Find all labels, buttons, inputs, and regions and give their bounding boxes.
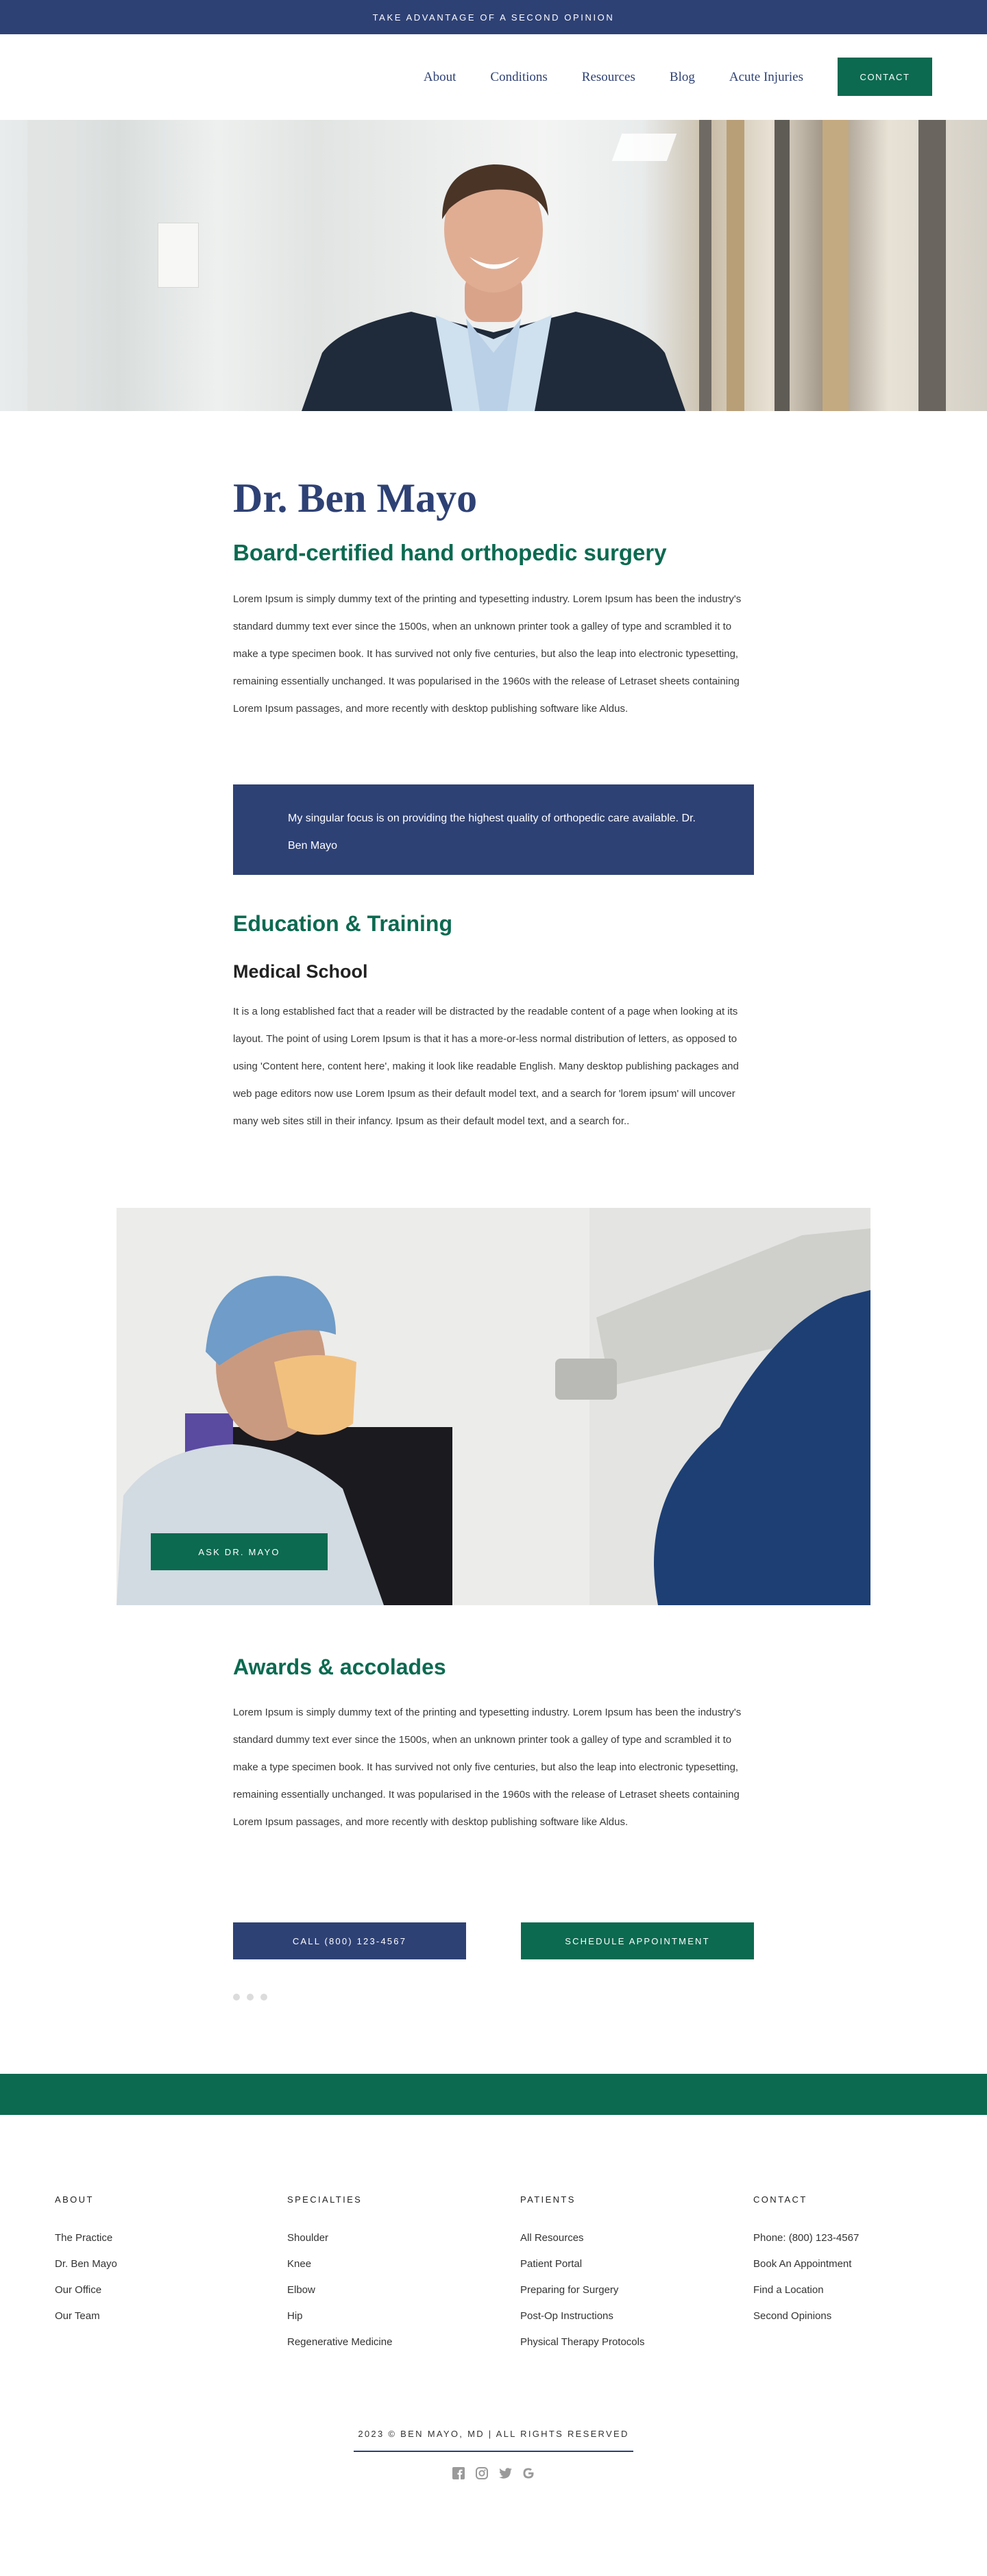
facebook-icon[interactable] — [452, 2466, 465, 2480]
medical-school-heading: Medical School — [233, 961, 368, 982]
doctor-portrait — [302, 127, 685, 411]
education-heading: Education & Training — [233, 911, 453, 936]
copyright-divider — [354, 2451, 633, 2452]
footer-link[interactable]: The Practice — [55, 2232, 113, 2244]
medical-school-paragraph: It is a long established fact that a reader will be distracted by the readable content of a page when looking at its layout. The point of using Lorem Ipsum is that it has a more-or-less normal distribution of letters, as opposed to using 'Content here, content here', making it look like readable English. Many desktop publishing packages and web page editors now use Lorem Ipsum as their default model text, and a search for 'lorem ipsum' will uncover many web sites still in their infancy. Ipsum as their default model text, and a search for.. — [233, 1006, 739, 1127]
ask-dr-mayo-button[interactable]: ASK DR. MAYO — [151, 1533, 328, 1570]
footer-column-specialties — [287, 2194, 493, 2355]
footer-column-about — [55, 2194, 260, 2329]
footer-link[interactable]: Hip — [287, 2310, 303, 2322]
footer-link[interactable]: Dr. Ben Mayo — [55, 2258, 117, 2270]
doctor-quote — [233, 784, 754, 875]
footer-band — [0, 2074, 987, 2115]
footer-link[interactable]: Physical Therapy Protocols — [520, 2336, 645, 2348]
carousel-dot[interactable] — [233, 1994, 240, 2001]
carousel-dots[interactable] — [233, 1994, 267, 2001]
footer-link[interactable]: Knee — [287, 2258, 312, 2270]
footer-heading: CONTACT — [753, 2194, 807, 2205]
twitter-icon[interactable] — [498, 2466, 512, 2480]
nav-links — [424, 34, 803, 120]
nav-link-about[interactable]: About — [423, 69, 456, 84]
main-nav — [0, 34, 987, 120]
nav-link-resources[interactable]: Resources — [581, 69, 635, 84]
door-frame — [822, 120, 849, 411]
surgery-photo — [117, 1208, 870, 1605]
footer-heading: PATIENTS — [520, 2194, 576, 2205]
nav-link-blog[interactable]: Blog — [669, 69, 695, 84]
page-title: Dr. Ben Mayo — [233, 475, 478, 521]
page-subtitle: Board-certified hand orthopedic surgery — [233, 540, 667, 565]
footer-link[interactable]: Phone: (800) 123-4567 — [753, 2232, 860, 2244]
announcement-bar[interactable] — [0, 0, 987, 34]
footer-link[interactable]: Preparing for Surgery — [520, 2284, 619, 2296]
footer-link[interactable]: Our Team — [55, 2310, 100, 2322]
footer-link[interactable]: Regenerative Medicine — [287, 2336, 393, 2348]
carousel-dot[interactable] — [247, 1994, 254, 2001]
door-frame — [699, 120, 711, 411]
footer-link[interactable]: Patient Portal — [520, 2258, 583, 2270]
nav-link-acute-injuries[interactable]: Acute Injuries — [729, 69, 803, 84]
awards-heading: Awards & accolades — [233, 1655, 446, 1679]
footer-heading: SPECIALTIES — [287, 2194, 363, 2205]
footer-link[interactable]: Shoulder — [287, 2232, 329, 2244]
footer-heading: ABOUT — [55, 2194, 94, 2205]
nav-link-conditions[interactable]: Conditions — [490, 69, 548, 84]
footer-column-contact — [753, 2194, 931, 2329]
footer-link[interactable]: Second Opinions — [753, 2310, 832, 2322]
footer-link[interactable]: Our Office — [55, 2284, 102, 2296]
carousel-dot[interactable] — [260, 1994, 267, 2001]
google-icon[interactable] — [522, 2466, 535, 2480]
wall-notice — [158, 223, 199, 288]
intro-paragraph: Lorem Ipsum is simply dummy text of the printing and typesetting industry. Lorem Ipsum has been the industry's standard dummy text ever since the 1500s, when an unknown printer took a galley of type and scrambled it to make a type specimen book. It has survived not only five centuries, but also the leap into electronic typesetting, remaining essentially unchanged. It was popularised in the 1960s with the release of Letraset sheets containing Lorem Ipsum passages, and more recently with desktop publishing software like Aldus. — [233, 593, 742, 715]
footer-link[interactable]: Post-Op Instructions — [520, 2310, 613, 2322]
footer-link[interactable]: Elbow — [287, 2284, 315, 2296]
footer-column-patients — [520, 2194, 726, 2355]
door-frame — [727, 120, 744, 411]
social-links — [0, 2466, 987, 2480]
footer-link[interactable]: Find a Location — [753, 2284, 824, 2296]
copyright-text: 2023 © BEN MAYO, MD | ALL RIGHTS RESERVED — [358, 2429, 629, 2439]
announcement-text[interactable]: TAKE ADVANTAGE OF A SECOND OPINION — [372, 12, 615, 23]
hero-photo — [0, 120, 987, 411]
door-frame — [775, 120, 790, 411]
hallway-wall-panel — [27, 120, 75, 411]
call-button[interactable]: CALL (800) 123-4567 — [233, 1922, 466, 1959]
awards-paragraph: Lorem Ipsum is simply dummy text of the printing and typesetting industry. Lorem Ipsum has been the industry's standard dummy text ever since the 1500s, when an unknown printer took a galley of type and scrambled it to make a type specimen book. It has survived not only five centuries, but also the leap into electronic typesetting, remaining essentially unchanged. It was popularised in the 1960s with the release of Letraset sheets containing Lorem Ipsum passages, and more recently with desktop publishing software like Aldus. — [233, 1707, 742, 1828]
contact-button[interactable]: CONTACT — [838, 58, 932, 96]
door-frame — [918, 120, 946, 411]
schedule-appointment-button[interactable]: SCHEDULE APPOINTMENT — [521, 1922, 754, 1959]
instagram-icon[interactable] — [475, 2466, 489, 2480]
footer-link[interactable]: Book An Appointment — [753, 2258, 852, 2270]
footer-link[interactable]: All Resources — [520, 2232, 584, 2244]
quote-text: My singular focus is on providing the highest quality of orthopedic care available. Dr. Ben Mayo — [288, 813, 696, 852]
